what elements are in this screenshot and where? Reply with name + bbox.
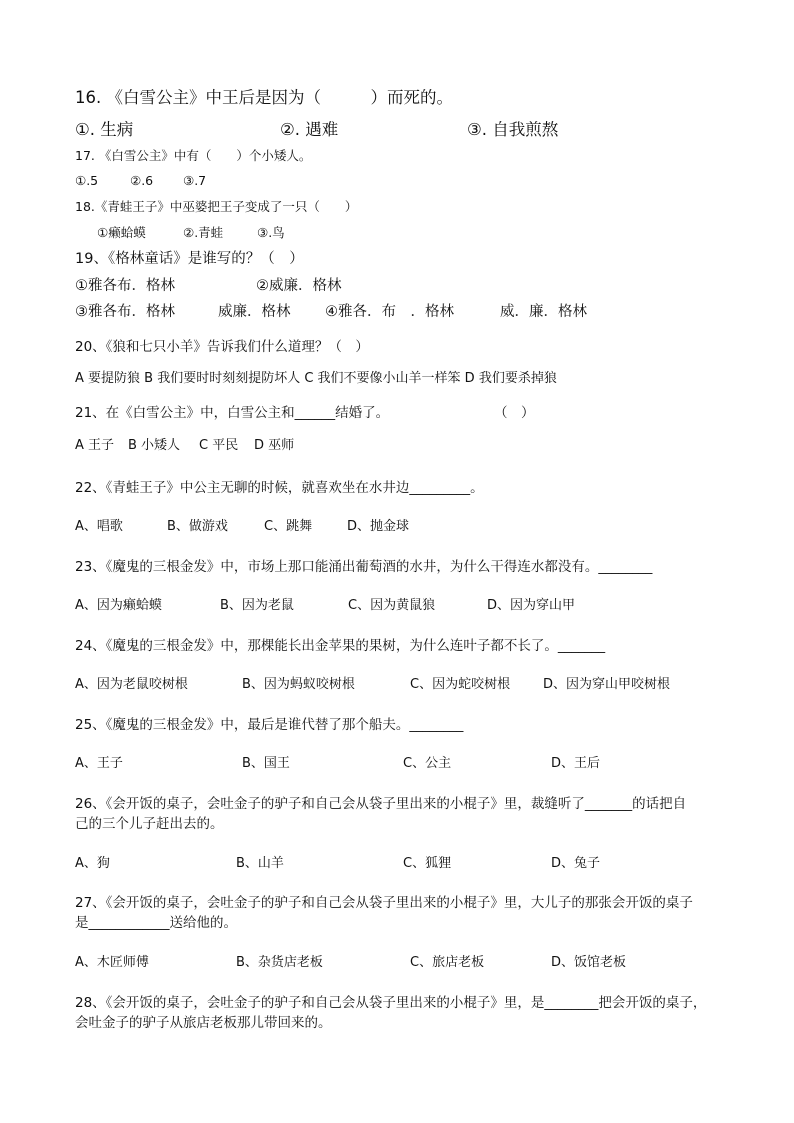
- option-26-d: D、兔子: [551, 856, 601, 871]
- option-18-1: ①癞蛤蟆: [97, 225, 146, 240]
- option-19-3b: 威廉．格林: [218, 304, 291, 320]
- question-23: 23、《魔鬼的三根金发》中，市场上那口能涌出葡萄酒的水井，为什么干得连水都没有。________: [75, 559, 653, 575]
- option-21-a: A 王子: [75, 438, 115, 453]
- question-25: 25、《魔鬼的三根金发》中，最后是谁代替了那个船夫。________: [75, 717, 464, 733]
- option-27-c: C、旅店老板: [410, 955, 485, 970]
- option-24-d: D、因为穿山甲咬树根: [543, 677, 671, 692]
- option-17-1: ①.5: [75, 173, 99, 188]
- option-27-a: A、木匠师傅: [75, 955, 149, 970]
- question-20: 20、《狼和七只小羊》告诉我们什么道理？（ ）: [75, 339, 369, 355]
- option-23-d: D、因为穿山甲: [487, 598, 576, 613]
- option-19-4: ④雅各．布 ．格林: [325, 304, 454, 320]
- option-16-1: ①. 生病: [75, 120, 134, 139]
- option-24-c: C、因为蛇咬树根: [410, 677, 511, 692]
- option-27-d: D、饭馆老板: [551, 955, 627, 970]
- question-27-line2: 是____________送给他的。: [75, 915, 237, 931]
- question-26-line1: 26、《会开饭的桌子，会吐金子的驴子和自己会从袋子里出来的小棍子》里，裁缝听了_______的话把自: [75, 796, 687, 812]
- option-21-c: C 平民: [199, 438, 239, 453]
- option-17-2: ②.6: [130, 173, 154, 188]
- question-18: 18.《青蛙王子》中巫婆把王子变成了一只（ ）: [75, 199, 358, 214]
- question-28-line1: 28、《会开饭的桌子，会吐金子的驴子和自己会从袋子里出来的小棍子》里，是________把会开饭的桌子，: [75, 995, 707, 1011]
- option-27-b: B、杂货店老板: [236, 955, 323, 970]
- answer-paren-21: （ ）: [494, 405, 535, 421]
- option-18-2: ②.青蛙: [183, 225, 224, 240]
- question-21: 21、在《白雪公主》中，白雪公主和______结婚了。: [75, 405, 390, 421]
- option-22-d: D、抛金球: [347, 519, 410, 534]
- question-17: 17. 《白雪公主》中有（ ）个小矮人。: [75, 148, 312, 163]
- option-22-a: A、唱歌: [75, 519, 123, 534]
- question-26-line2: 己的三个儿子赶出去的。: [75, 816, 224, 832]
- option-22-c: C、跳舞: [264, 519, 313, 534]
- option-25-b: B、国王: [242, 756, 290, 771]
- option-23-b: B、因为老鼠: [220, 598, 294, 613]
- option-16-2: ②. 遇难: [280, 120, 339, 139]
- option-26-c: C、狐狸: [403, 856, 452, 871]
- option-23-a: A、因为癞蛤蟆: [75, 598, 162, 613]
- question-27-line1: 27、《会开饭的桌子，会吐金子的驴子和自己会从袋子里出来的小棍子》里，大儿子的那张会开饭的桌子: [75, 895, 693, 911]
- question-16: 16. 《白雪公主》中王后是因为（ ）而死的。: [75, 88, 453, 107]
- options-20: A 要提防狼 B 我们要时时刻刻提防坏人 C 我们不要像小山羊一样笨 D 我们要杀掉狼: [75, 371, 557, 386]
- option-19-3: ③雅各布．格林: [75, 304, 175, 320]
- option-26-a: A、狗: [75, 856, 110, 871]
- option-24-b: B、因为蚂蚁咬树根: [242, 677, 355, 692]
- option-23-c: C、因为黄鼠狼: [348, 598, 436, 613]
- question-19: 19、《格林童话》是谁写的？（ ）: [75, 251, 304, 267]
- option-21-d: D 巫师: [254, 438, 295, 453]
- option-25-a: A、王子: [75, 756, 123, 771]
- question-22: 22、《青蛙王子》中公主无聊的时候，就喜欢坐在水井边_________。: [75, 480, 484, 496]
- option-25-c: C、公主: [403, 756, 452, 771]
- option-26-b: B、山羊: [236, 856, 284, 871]
- option-22-b: B、做游戏: [167, 519, 228, 534]
- option-17-3: ③.7: [183, 173, 207, 188]
- option-19-1: ①雅各布．格林: [75, 278, 175, 294]
- option-18-3: ③.鸟: [257, 225, 285, 240]
- option-19-2: ②威廉．格林: [256, 278, 342, 294]
- option-25-d: D、王后: [551, 756, 601, 771]
- question-24: 24、《魔鬼的三根金发》中，那棵能长出金苹果的果树，为什么连叶子都不长了。_______: [75, 638, 606, 654]
- question-28-line2: 会吐金子的驴子从旅店老板那儿带回来的。: [75, 1015, 332, 1031]
- option-16-3: ③. 自我煎熬: [467, 120, 559, 139]
- option-24-a: A、因为老鼠咬树根: [75, 677, 188, 692]
- option-19-4b: 威．廉．格林: [500, 304, 587, 320]
- option-21-b: B 小矮人: [128, 438, 181, 453]
